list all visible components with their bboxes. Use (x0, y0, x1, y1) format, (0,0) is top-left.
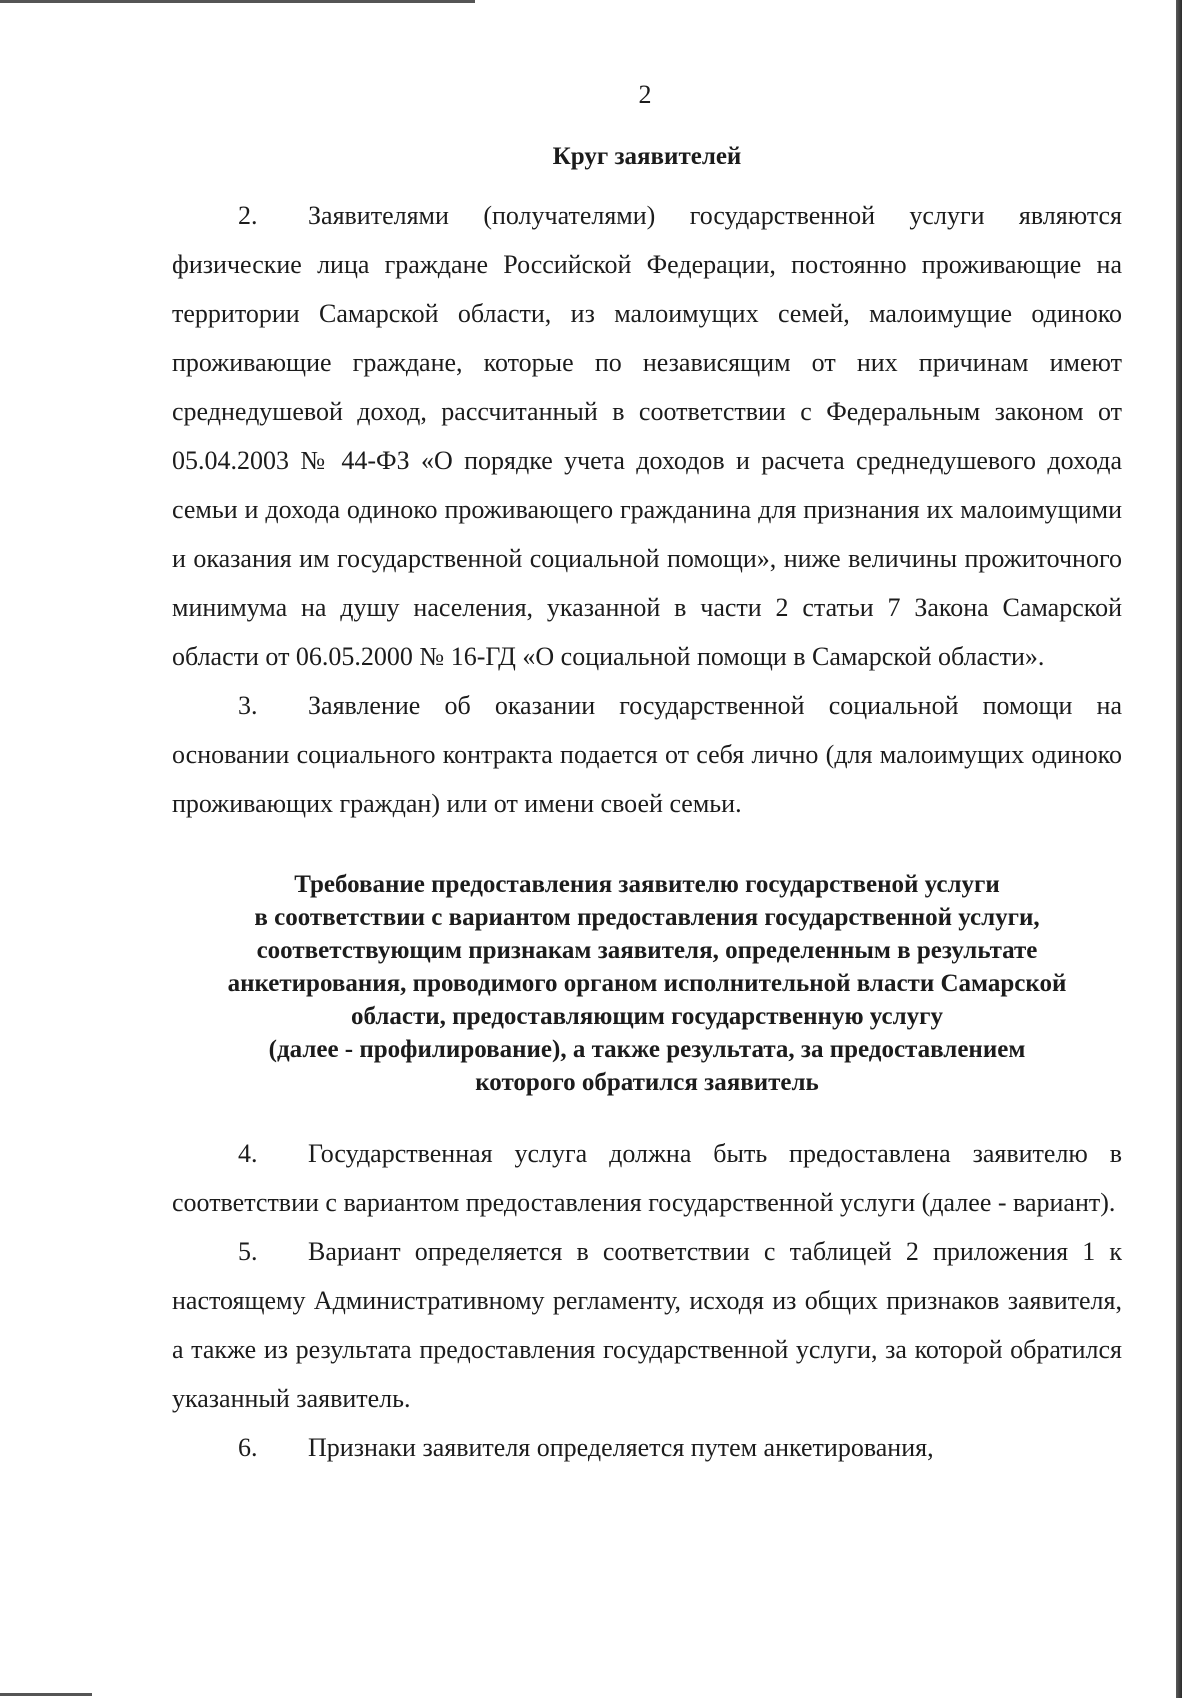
paragraph-number: 4. (238, 1139, 258, 1168)
scan-edge-bottom (0, 1693, 92, 1696)
heading-line: соответствующим признакам заявителя, определенным в результате (256, 937, 1038, 964)
heading-line: области, предоставляющим государственную услугу (350, 1003, 944, 1030)
paragraph-text: Заявителями (получателями) государственной услуги являются физические лица граждане Российской Федерации, постоянно проживающие на территории Самарской области, из малоимущих семей, малоимущие одиноко проживающие граждане, которые по независящим от них причинам имеют среднедушевой доход, рассчитанный в соответствии с Федеральным законом от 05.04.2003 № 44-ФЗ «О порядке учета доходов и расчета среднедушевого дохода семьи и дохода одиноко проживающего гражданина для признания их малоимущими и оказания им государственной социальной помощи», ниже величины прожиточного минимума на душу населения, указанной в части 2 статьи 7 Закона Самарской области от 06.05.2000 № 16-ГД «О социальной помощи в Самарской области». (172, 201, 1122, 671)
heading-line: которого обратился заявитель (475, 1069, 819, 1096)
paragraph-number: 6. (238, 1433, 258, 1462)
paragraph-4 (172, 1129, 1122, 1227)
paragraph-text: Признаки заявителя определяется путем анкетирования, (308, 1433, 934, 1462)
page-number: 2 (638, 80, 652, 109)
section-heading-requirements (172, 868, 1122, 1099)
paragraph-5 (172, 1227, 1122, 1423)
heading-line: анкетирования, проводимого органом исполнительной власти Самарской (227, 970, 1067, 997)
paragraph-text: Государственная услуга должна быть предоставлена заявителю в соответствии с вариантом предоставления государственной услуги (далее - вариант). (172, 1139, 1122, 1217)
paragraph-6 (172, 1423, 1122, 1472)
heading-line: в соответствии с вариантом предоставления государственной услуги, (254, 904, 1040, 931)
paragraph-number: 3. (238, 691, 258, 720)
paragraph-number: 2. (238, 201, 258, 230)
paragraph-text: Заявление об оказании государственной социальной помощи на основании социального контракта подается от себя лично (для малоимущих одиноко проживающих граждан) или от имени своей семьи. (172, 691, 1122, 818)
paragraph-2 (172, 191, 1122, 681)
section-heading-applicants: Круг заявителей (552, 143, 742, 170)
paragraph-3 (172, 681, 1122, 828)
document-body (172, 140, 1122, 1472)
paragraph-text: Вариант определяется в соответствии с таблицей 2 приложения 1 к настоящему Административному регламенту, исходя из общих признаков заявителя, а также из результата предоставления государственной услуги, за которой обратился указанный заявитель. (172, 1237, 1122, 1413)
scan-edge-right (1176, 0, 1182, 1698)
heading-line: (далее - профилирование), а также результата, за предоставлением (268, 1036, 1026, 1063)
heading-line: Требование предоставления заявителю государственой услуги (294, 871, 1000, 898)
scan-edge-top (0, 0, 475, 3)
paragraph-number: 5. (238, 1237, 258, 1266)
